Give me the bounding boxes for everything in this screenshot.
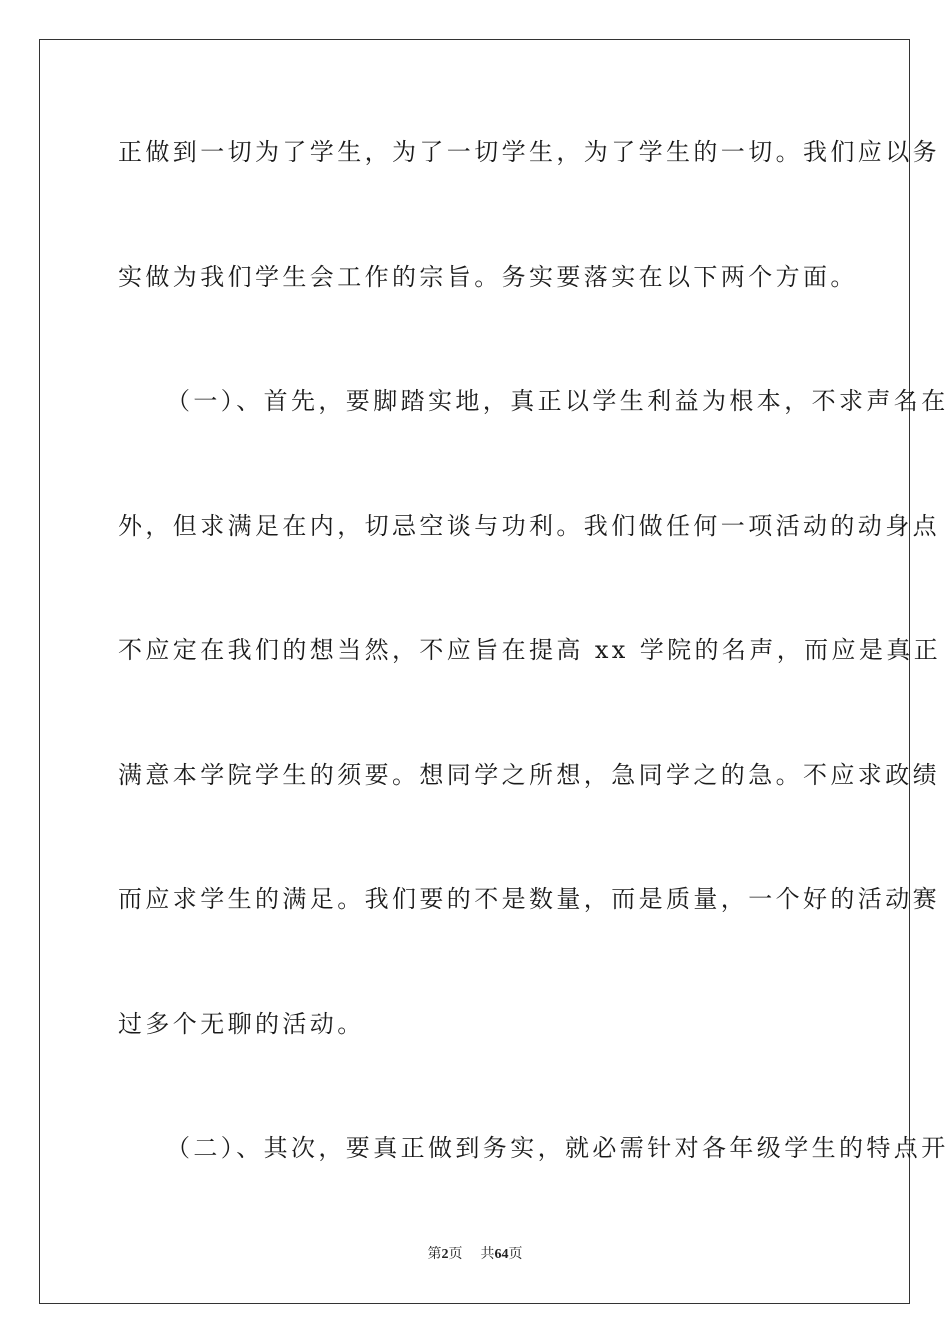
text-line: 满意本学院学生的须要。想同学之所想，急同学之的急。不应求政绩 bbox=[118, 761, 940, 789]
page-suffix: 页 bbox=[448, 1247, 463, 1262]
text-line: 实做为我们学生会工作的宗旨。务实要落实在以下两个方面。 bbox=[118, 263, 858, 291]
text-line: 正做到一切为了学生，为了一切学生，为了学生的一切。我们应以务 bbox=[118, 138, 940, 166]
text-line: 外，但求满足在内，切忌空谈与功利。我们做任何一项活动的动身点 bbox=[118, 512, 940, 540]
text-line: 不应定在我们的想当然，不应旨在提高 xx 学院的名声，而应是真正 bbox=[118, 636, 942, 664]
page-prefix: 第 bbox=[427, 1247, 442, 1262]
total-prefix: 共 bbox=[480, 1247, 495, 1262]
text-line: 而应求学生的满足。我们要的不是数量，而是质量，一个好的活动赛 bbox=[118, 885, 940, 913]
total-pages: 64 bbox=[494, 1247, 509, 1262]
paragraph-start-line: （二）、其次，要真正做到务实，就必需针对各年级学生的特点开 bbox=[166, 1134, 949, 1162]
page-footer bbox=[0, 1246, 950, 1264]
paragraph-start-line: （一）、首先，要脚踏实地，真正以学生利益为根本，不求声名在 bbox=[166, 387, 949, 415]
page-number: 2 bbox=[441, 1247, 449, 1262]
total-suffix: 页 bbox=[508, 1247, 523, 1262]
text-line: 过多个无聊的活动。 bbox=[118, 1010, 365, 1038]
page-border bbox=[39, 39, 949, 1304]
